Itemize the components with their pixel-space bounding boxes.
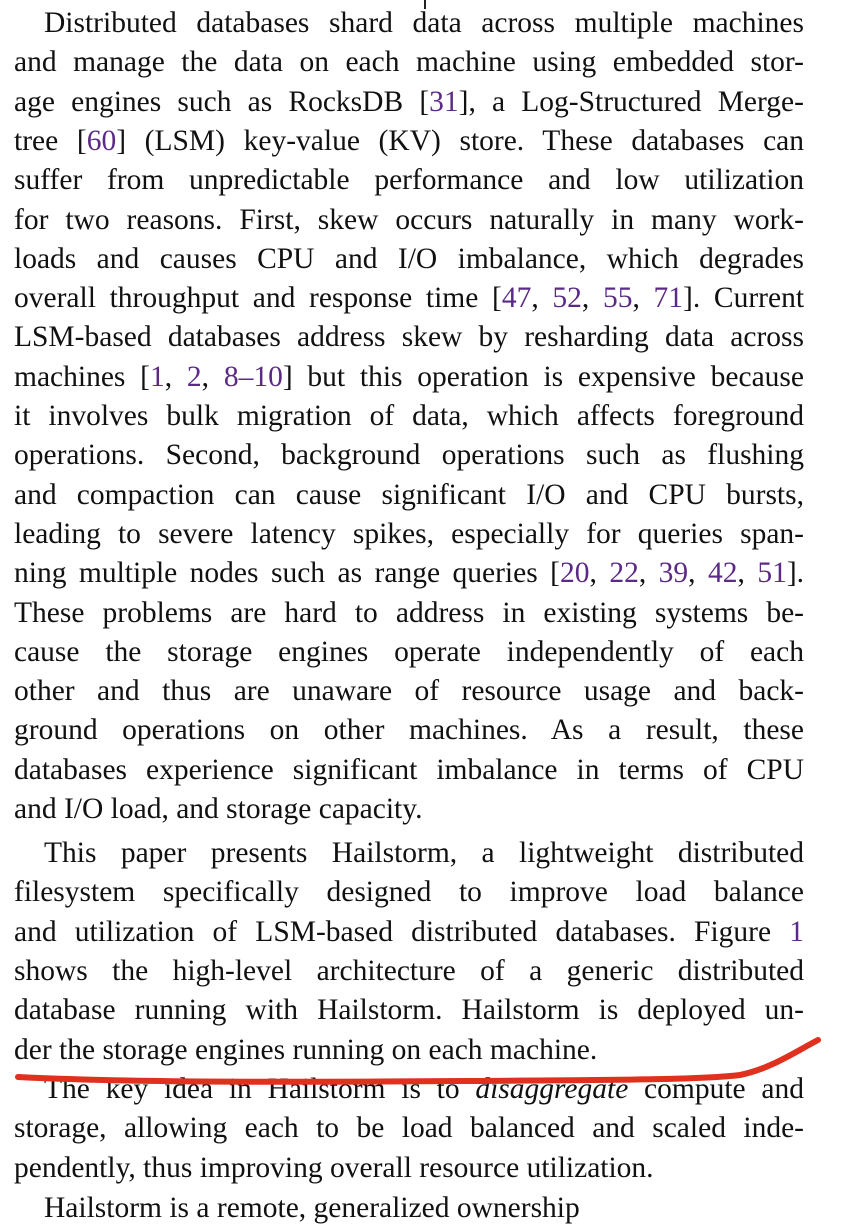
text-line: [14, 991, 804, 1030]
text-line: [14, 4, 804, 43]
text-span: database running with Hailstorm. Hailstorm is deployed un-: [14, 994, 804, 1027]
text-span: age engines such as RocksDB [: [14, 85, 430, 118]
text-line: [14, 1109, 804, 1148]
text-span: and utilization of LSM-based distributed databases. Figure: [14, 915, 790, 948]
text-span: ].: [786, 557, 805, 590]
text-span: shows the high-level architecture of a generic distributed: [14, 954, 804, 987]
text-line: overall throughput and response time [47, 52, 55, 71]. Current: [14, 282, 805, 315]
citation-link[interactable]: 1: [150, 360, 165, 393]
citation-link[interactable]: 55: [602, 282, 633, 315]
text-span: Distributed databases shard data across multiple machines: [44, 7, 804, 39]
citation-link[interactable]: 20: [559, 557, 590, 590]
text-line: [14, 476, 804, 515]
citation-link[interactable]: 39: [658, 557, 689, 590]
citation-link[interactable]: 47: [501, 282, 532, 315]
text-span: operations. Second, background operations such as flushing: [14, 439, 804, 472]
text-line: [14, 1149, 804, 1188]
text-span: pendently, thus improving overall resource utilization.: [14, 1151, 654, 1184]
figure-link[interactable]: 1: [789, 915, 804, 948]
citation-link[interactable]: 51: [757, 557, 787, 590]
text-span: storage, allowing each to be load balanced and scaled inde-: [14, 1112, 804, 1145]
text-span: ground operations on other machines. As a result, these: [14, 714, 804, 747]
citation-link[interactable]: 22: [609, 557, 639, 590]
text-line: [14, 161, 804, 200]
text-span: other and thus are unaware of resource usage and back-: [14, 675, 804, 708]
text-line: machines [1, 2, 8–10] but this operation is expensive because: [14, 360, 805, 393]
text-span: suffer from unpredictable performance and low utilization: [14, 164, 804, 197]
text-span: databases experience significant imbalance in terms of CPU: [14, 753, 804, 786]
emphasis-text: disaggregate: [475, 1073, 629, 1105]
text-line: [14, 436, 804, 475]
text-line: [14, 122, 804, 161]
text-line: [14, 397, 804, 436]
text-span: loads and causes CPU and I/O imbalance, which degrades: [14, 242, 804, 275]
text-span: machines [: [14, 360, 151, 393]
text-line: [14, 240, 804, 279]
text-line: [14, 1070, 804, 1109]
text-span: cause the storage engines operate independently of each: [14, 635, 804, 668]
text-span: ] but this operation is expensive because: [282, 360, 805, 393]
citation-link[interactable]: 60: [86, 124, 117, 157]
text-line: [14, 751, 804, 790]
text-line: [14, 790, 804, 829]
text-span: for two reasons. First, skew occurs naturally in many work-: [14, 203, 804, 236]
text-span: This paper presents Hailstorm, a lightweight distributed: [44, 837, 804, 869]
citation-link[interactable]: 8: [223, 360, 239, 393]
text-line: [14, 873, 804, 912]
citation-link[interactable]: 52: [552, 282, 582, 315]
text-line: [14, 43, 804, 82]
text-span: ], a Log-Structured Merge-: [458, 85, 804, 118]
text-span: tree [: [14, 124, 87, 157]
text-span: ning multiple nodes such as range queries [: [14, 557, 560, 590]
text-span: These problems are hard to address in existing systems be-: [14, 596, 804, 629]
text-line: [14, 672, 804, 711]
citation-link[interactable]: 42: [708, 557, 738, 590]
text-line: [14, 711, 804, 750]
text-span: overall throughput and response time [: [14, 282, 502, 315]
text-span: der the storage engines running on each machine.: [14, 1033, 598, 1066]
text-span: compute and: [628, 1073, 804, 1105]
citation-link[interactable]: 2: [186, 360, 202, 393]
text-line: [14, 913, 804, 952]
text-line: [14, 834, 804, 873]
text-line: [14, 633, 804, 672]
text-span: The key idea in Hailstorm is to: [44, 1073, 476, 1105]
text-span: ]. Current: [683, 282, 805, 315]
text-span: Hailstorm is a remote, generalized ownership: [44, 1192, 580, 1224]
text-span: leading to severe latency spikes, especially for queries span-: [14, 517, 804, 550]
citation-range-dash: –: [238, 360, 254, 393]
citation-link[interactable]: 71: [653, 282, 684, 315]
text-span: filesystem specifically designed to improve load balance: [14, 876, 804, 909]
cut-off-line: [14, 1187, 804, 1224]
paper-page: [14, 0, 814, 1224]
text-span: LSM-based databases address skew by resharding data across: [14, 321, 804, 354]
text-span: and manage the data on each machine using embedded stor-: [14, 46, 804, 79]
text-span: and compaction can cause significant I/O and CPU bursts,: [14, 478, 804, 511]
citation-link[interactable]: 31: [429, 85, 459, 118]
text-line: [14, 1189, 804, 1228]
text-line: [14, 594, 804, 633]
text-line: [14, 952, 804, 991]
citation-link[interactable]: 10: [253, 360, 283, 393]
text-line: [14, 1031, 804, 1070]
text-line: ning multiple nodes such as range queries [20, 22, 39, 42, 51].: [14, 557, 805, 590]
text-line: [14, 318, 804, 357]
text-line: [14, 201, 804, 240]
text-line: [14, 83, 804, 122]
text-span: it involves bulk migration of data, which affects foreground: [14, 400, 804, 432]
text-span: ] (LSM) key-value (KV) store. These databases can: [116, 124, 804, 157]
text-line: [14, 515, 804, 554]
text-span: and I/O load, and storage capacity.: [14, 793, 423, 825]
